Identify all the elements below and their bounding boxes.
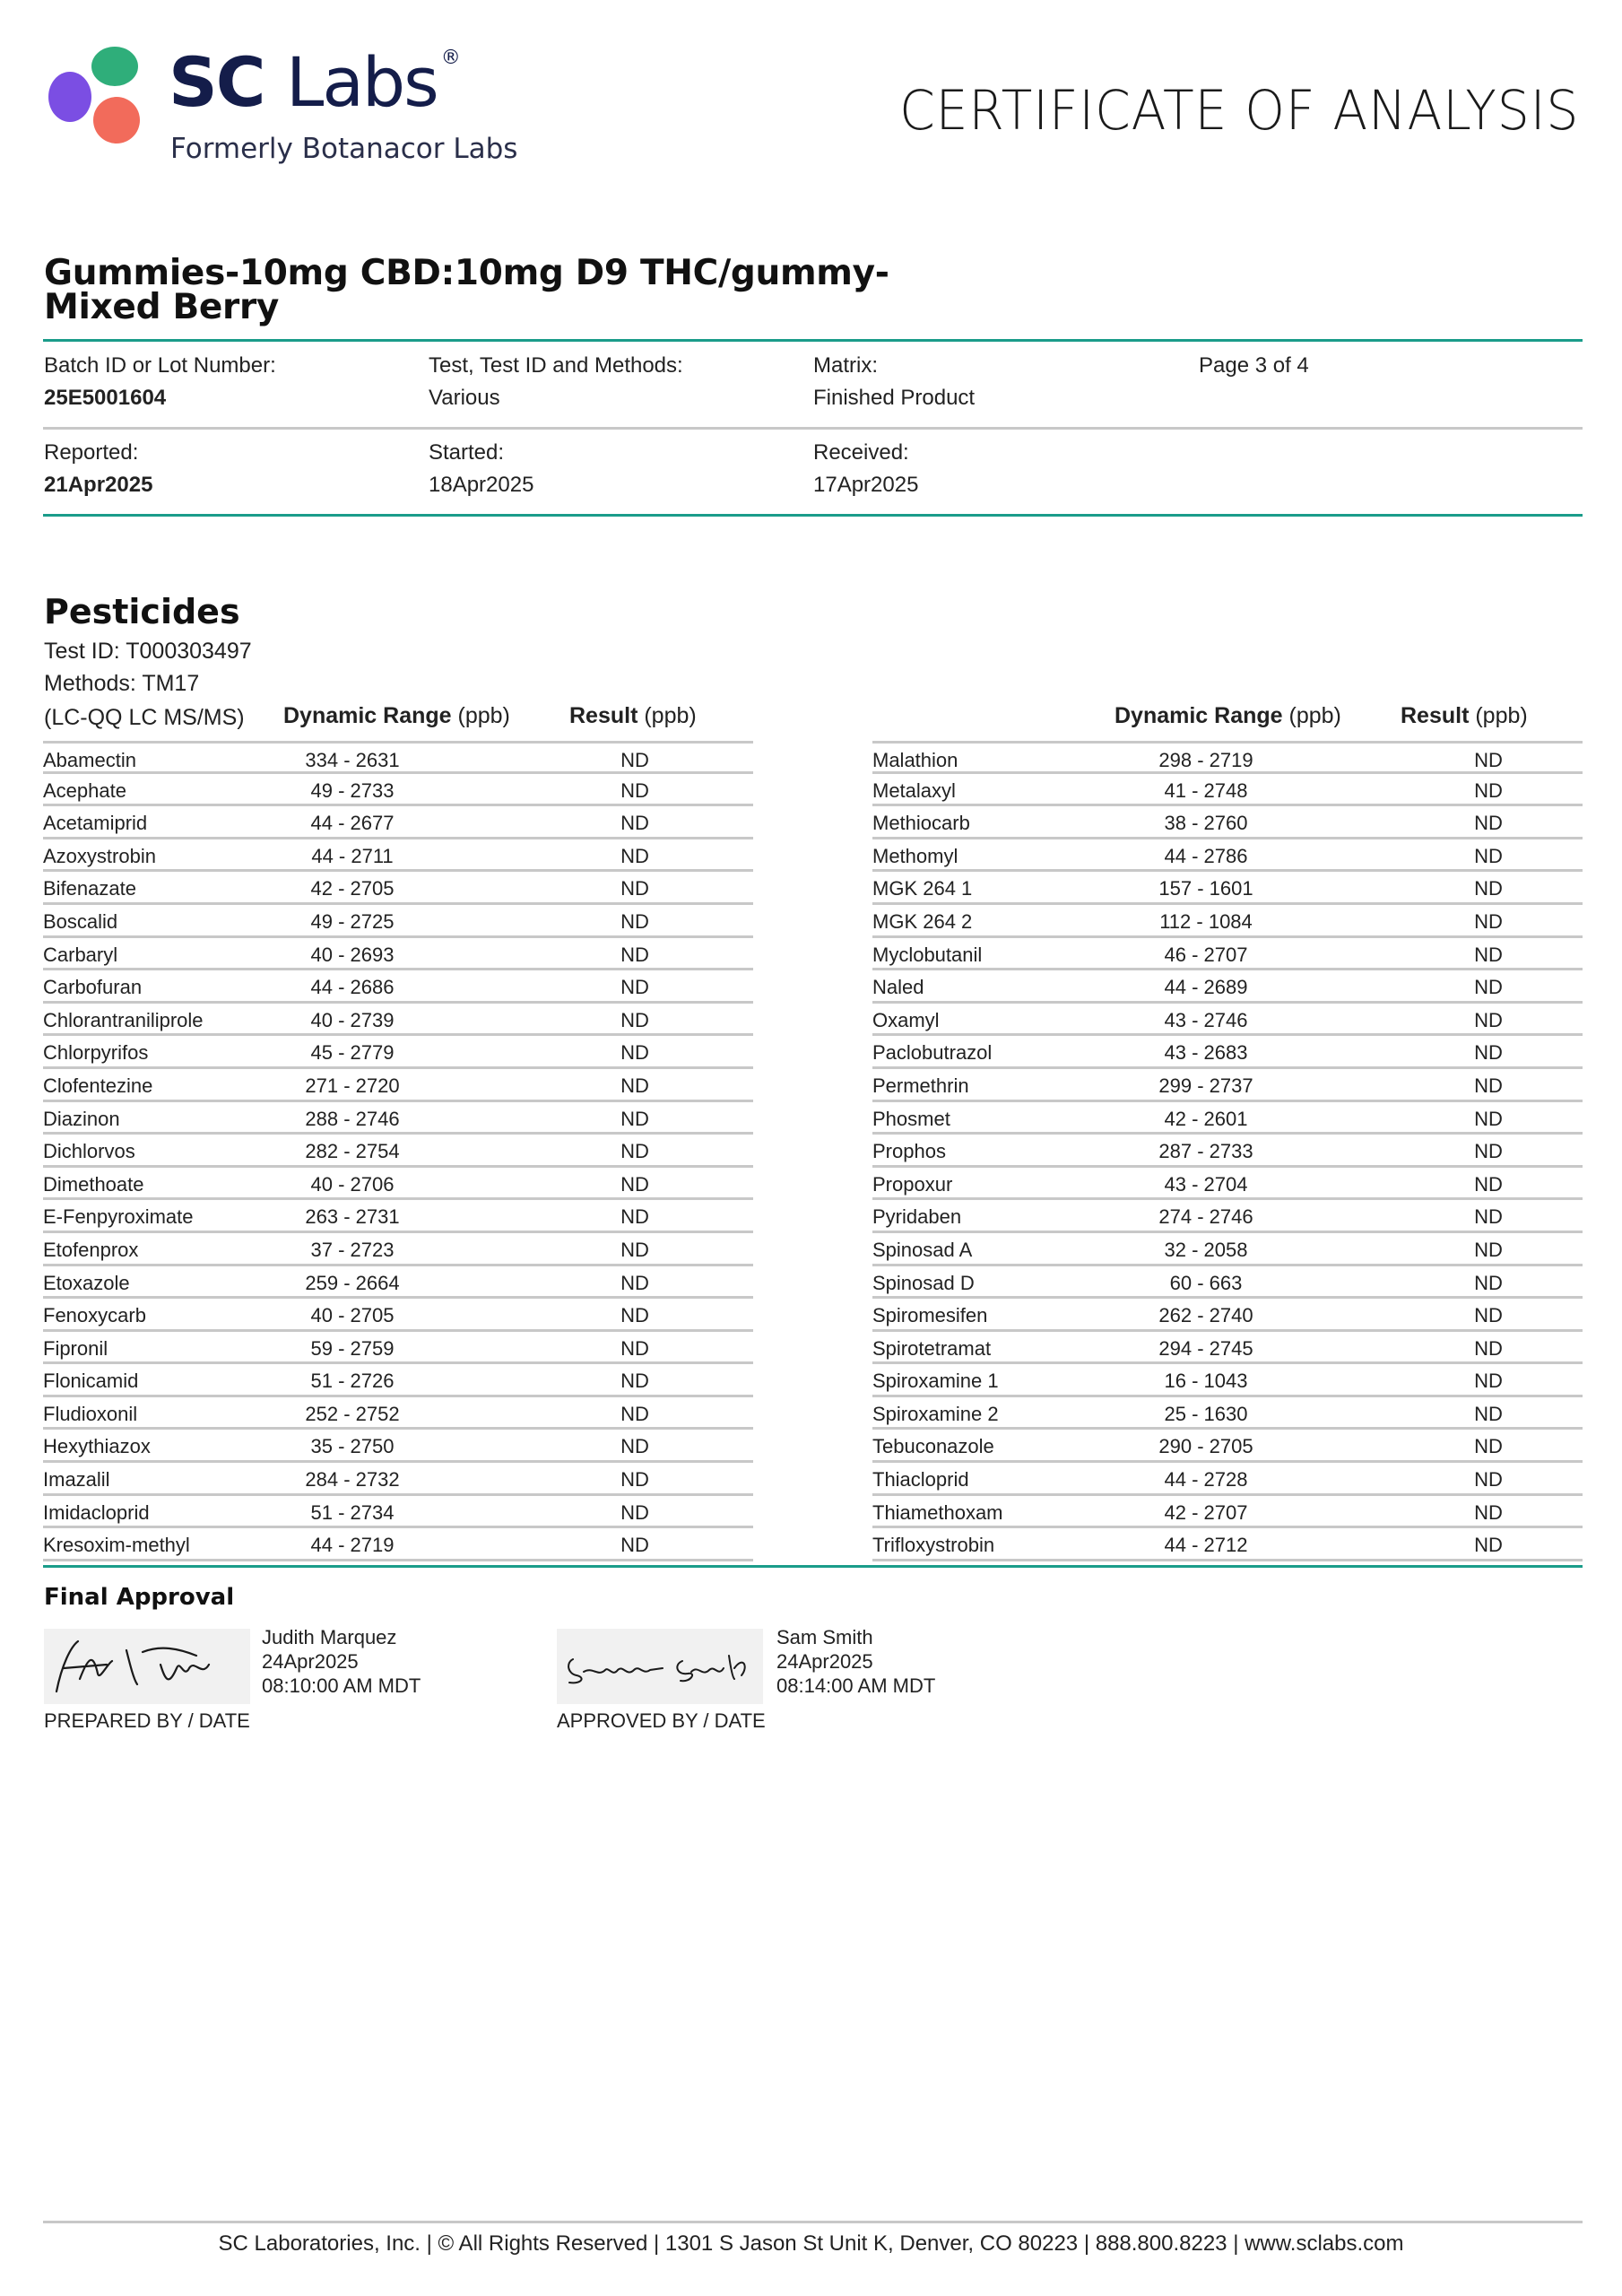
analyte-name: Etofenprox <box>43 1238 139 1261</box>
table-row <box>872 905 1583 938</box>
dynamic-range: 43 - 2746 <box>1164 1008 1248 1031</box>
result-value: ND <box>620 976 649 999</box>
started-info <box>429 437 533 501</box>
table-row <box>872 1528 1583 1561</box>
analyte-name: Chlorpyrifos <box>43 1041 149 1065</box>
matrix-label: Matrix: <box>813 353 878 378</box>
started-label: Started: <box>429 440 505 465</box>
dynamic-range: 38 - 2760 <box>1164 812 1248 835</box>
result-value: ND <box>1474 1468 1503 1492</box>
logo-subtitle: Formerly Botanacor Labs <box>170 133 518 165</box>
result-value: ND <box>620 1140 649 1163</box>
result-value: ND <box>1474 1140 1503 1163</box>
result-value: ND <box>1474 1534 1503 1557</box>
table-row <box>43 1036 753 1069</box>
table-row <box>872 1299 1583 1332</box>
result-value: ND <box>1474 877 1503 900</box>
result-value: ND <box>1474 1074 1503 1097</box>
result-value: ND <box>1474 1041 1503 1065</box>
dynamic-range: 288 - 2746 <box>305 1107 400 1130</box>
pesticides-table-right <box>872 741 1583 1561</box>
received-label: Received: <box>813 440 909 465</box>
table-row <box>43 1332 753 1365</box>
dynamic-range: 44 - 2712 <box>1164 1534 1248 1557</box>
dynamic-range: 40 - 2693 <box>310 943 395 966</box>
table-row <box>43 1266 753 1300</box>
result-value: ND <box>620 1205 649 1229</box>
analyte-name: Paclobutrazol <box>872 1041 993 1065</box>
table-row <box>43 872 753 905</box>
approved-details <box>776 1625 935 1698</box>
footer-divider <box>43 2221 1583 2223</box>
result-value: ND <box>1474 778 1503 802</box>
dynamic-range: 32 - 2058 <box>1164 1238 1248 1261</box>
dynamic-range: 40 - 2706 <box>310 1172 395 1196</box>
analyte-name: Imidacloprid <box>43 1500 150 1524</box>
analyte-name: Oxamyl <box>872 1008 940 1031</box>
result-value: ND <box>620 1534 649 1557</box>
analyte-name: Permethrin <box>872 1074 969 1097</box>
table-row <box>43 741 753 774</box>
result-value: ND <box>620 1370 649 1393</box>
company-logo <box>45 42 518 169</box>
result-value: ND <box>620 1402 649 1425</box>
approved-date: 24Apr2025 <box>776 1650 873 1673</box>
table-row <box>872 1036 1583 1069</box>
analyte-name: Diazinon <box>43 1107 120 1130</box>
result-value: ND <box>620 1304 649 1327</box>
prepared-name: Judith Marquez <box>262 1626 397 1648</box>
table-row <box>43 1364 753 1397</box>
logo-blobs-icon <box>45 43 152 151</box>
dynamic-range: 112 - 1084 <box>1159 909 1253 933</box>
analyte-name: Fludioxonil <box>43 1402 138 1425</box>
analyte-name: Spiroxamine 2 <box>872 1402 999 1425</box>
analyte-name: Trifloxystrobin <box>872 1534 995 1557</box>
table-row <box>872 1463 1583 1496</box>
dynamic-range: 284 - 2732 <box>305 1468 400 1492</box>
test-info <box>429 350 683 414</box>
dynamic-range: 44 - 2786 <box>1164 844 1248 867</box>
analyte-name: E-Fenpyroximate <box>43 1205 194 1229</box>
result-value: ND <box>620 909 649 933</box>
table-bottom-divider <box>43 1565 1583 1568</box>
result-value: ND <box>1474 749 1503 771</box>
result-value: ND <box>620 1500 649 1524</box>
dynamic-range: 44 - 2689 <box>1164 976 1248 999</box>
analyte-name: Naled <box>872 976 924 999</box>
meta-divider <box>43 427 1583 430</box>
analyte-name: Abamectin <box>43 749 136 771</box>
analyte-name: Dichlorvos <box>43 1140 135 1163</box>
analyte-name: Chlorantraniliprole <box>43 1008 204 1031</box>
table-row <box>43 1397 753 1431</box>
table-row <box>43 839 753 873</box>
right-result-header: Result (ppb) <box>1401 703 1528 728</box>
table-row <box>43 1069 753 1102</box>
dynamic-range: 42 - 2705 <box>310 877 395 900</box>
dynamic-range: 44 - 2719 <box>310 1534 395 1557</box>
table-row <box>872 872 1583 905</box>
analyte-name: Spinosad D <box>872 1271 975 1294</box>
dynamic-range: 51 - 2734 <box>310 1500 395 1524</box>
dynamic-range: 49 - 2725 <box>310 909 395 933</box>
result-value: ND <box>620 1172 649 1196</box>
dynamic-range: 25 - 1630 <box>1164 1402 1248 1425</box>
table-row <box>872 1364 1583 1397</box>
analyte-name: Thiacloprid <box>872 1468 969 1492</box>
table-row <box>43 806 753 839</box>
result-value: ND <box>620 1008 649 1031</box>
pesticides-table-left <box>43 741 753 1561</box>
table-row <box>872 1332 1583 1365</box>
table-row <box>872 1266 1583 1300</box>
table-row <box>43 970 753 1004</box>
result-value: ND <box>1474 1238 1503 1261</box>
test-value: Various <box>429 386 500 410</box>
result-value: ND <box>620 778 649 802</box>
table-row <box>872 1168 1583 1201</box>
prepared-date: 24Apr2025 <box>262 1650 359 1673</box>
result-value: ND <box>620 1238 649 1261</box>
dynamic-range: 44 - 2686 <box>310 976 395 999</box>
table-row <box>872 1004 1583 1037</box>
received-value: 17Apr2025 <box>813 473 919 497</box>
result-value: ND <box>620 844 649 867</box>
table-row <box>43 1168 753 1201</box>
dynamic-range: 157 - 1601 <box>1158 877 1253 900</box>
meta-bottom-divider <box>43 514 1583 517</box>
analyte-name: Fipronil <box>43 1336 108 1360</box>
test-label: Test, Test ID and Methods: <box>429 353 683 378</box>
reported-value: 21Apr2025 <box>44 473 153 497</box>
table-row <box>872 741 1583 774</box>
dynamic-range: 299 - 2737 <box>1158 1074 1253 1097</box>
analyte-name: Hexythiazox <box>43 1435 151 1458</box>
result-value: ND <box>620 877 649 900</box>
dynamic-range: 263 - 2731 <box>305 1205 400 1229</box>
result-value: ND <box>620 812 649 835</box>
left-result-header: Result (ppb) <box>569 703 697 728</box>
analyte-name: Phosmet <box>872 1107 950 1130</box>
batch-info <box>44 350 276 414</box>
reported-info <box>44 437 152 501</box>
dynamic-range: 51 - 2726 <box>310 1370 395 1393</box>
result-value: ND <box>1474 812 1503 835</box>
result-value: ND <box>1474 1435 1503 1458</box>
analyte-name: Etoxazole <box>43 1271 130 1294</box>
left-range-header: Dynamic Range (ppb) <box>283 703 510 728</box>
dynamic-range: 259 - 2664 <box>305 1271 400 1294</box>
analyte-name: Methomyl <box>872 844 958 867</box>
analyte-name: Propoxur <box>872 1172 953 1196</box>
dynamic-range: 290 - 2705 <box>1158 1435 1253 1458</box>
table-row <box>43 938 753 971</box>
result-value: ND <box>1474 1304 1503 1327</box>
result-value: ND <box>620 1435 649 1458</box>
dynamic-range: 49 - 2733 <box>310 778 395 802</box>
result-value: ND <box>1474 1205 1503 1229</box>
started-value: 18Apr2025 <box>429 473 534 497</box>
analyte-name: Spiroxamine 1 <box>872 1370 999 1393</box>
table-row <box>43 1135 753 1168</box>
analyte-name: Boscalid <box>43 909 118 933</box>
dynamic-range: 42 - 2707 <box>1164 1500 1248 1524</box>
result-value: ND <box>1474 844 1503 867</box>
dynamic-range: 42 - 2601 <box>1164 1107 1248 1130</box>
dynamic-range: 262 - 2740 <box>1158 1304 1253 1327</box>
title-divider <box>43 339 1583 342</box>
table-row <box>872 1496 1583 1529</box>
table-row <box>872 1200 1583 1233</box>
analyte-name: MGK 264 2 <box>872 909 973 933</box>
result-value: ND <box>1474 909 1503 933</box>
dynamic-range: 274 - 2746 <box>1158 1205 1253 1229</box>
result-value: ND <box>620 1271 649 1294</box>
table-row <box>43 1233 753 1266</box>
table-row <box>872 1135 1583 1168</box>
document-title: CERTIFICATE OF ANALYSIS <box>898 79 1579 143</box>
table-row <box>872 1397 1583 1431</box>
batch-label: Batch ID or Lot Number: <box>44 353 276 378</box>
dynamic-range: 44 - 2728 <box>1164 1468 1248 1492</box>
dynamic-range: 294 - 2745 <box>1158 1336 1253 1360</box>
table-row <box>872 1069 1583 1102</box>
result-value: ND <box>620 1041 649 1065</box>
dynamic-range: 45 - 2779 <box>310 1041 395 1065</box>
analyte-name: Spirotetramat <box>872 1336 992 1360</box>
received-info <box>813 437 918 501</box>
result-value: ND <box>620 943 649 966</box>
table-row <box>872 806 1583 839</box>
dynamic-range: 44 - 2711 <box>311 844 394 867</box>
analyte-name: Flonicamid <box>43 1370 139 1393</box>
result-value: ND <box>620 1107 649 1130</box>
result-value: ND <box>620 1336 649 1360</box>
reported-label: Reported: <box>44 440 139 465</box>
analyte-name: Carbofuran <box>43 976 143 999</box>
result-value: ND <box>1474 1172 1503 1196</box>
matrix-value: Finished Product <box>813 386 976 410</box>
table-row <box>43 905 753 938</box>
table-row <box>43 1496 753 1529</box>
prepared-details <box>262 1625 421 1698</box>
result-value: ND <box>1474 1008 1503 1031</box>
result-value: ND <box>1474 1500 1503 1524</box>
section-title: Pesticides <box>44 592 240 631</box>
approval-title: Final Approval <box>44 1584 235 1611</box>
dynamic-range: 41 - 2748 <box>1164 778 1248 802</box>
analyte-name: Azoxystrobin <box>43 844 156 867</box>
signature-judith-icon <box>44 1629 250 1704</box>
dynamic-range: 16 - 1043 <box>1164 1370 1248 1393</box>
result-value: ND <box>1474 976 1503 999</box>
analyte-name: Spiromesifen <box>872 1304 988 1327</box>
dynamic-range: 46 - 2707 <box>1164 943 1248 966</box>
method-detail: (LC-QQ LC MS/MS) <box>44 705 245 730</box>
analyte-name: Acetamiprid <box>43 812 148 835</box>
result-value: ND <box>1474 1271 1503 1294</box>
methods: Methods: TM17 <box>44 671 200 696</box>
table-row <box>43 1430 753 1463</box>
analyte-name: Imazalil <box>43 1468 110 1492</box>
dynamic-range: 287 - 2733 <box>1158 1140 1253 1163</box>
analyte-name: Kresoxim-methyl <box>43 1534 190 1557</box>
dynamic-range: 334 - 2631 <box>305 749 400 771</box>
result-value: ND <box>1474 943 1503 966</box>
dynamic-range: 44 - 2677 <box>310 812 395 835</box>
dynamic-range: 37 - 2723 <box>310 1238 395 1261</box>
matrix-info <box>813 350 975 414</box>
table-row <box>872 1233 1583 1266</box>
analyte-name: Carbaryl <box>43 943 118 966</box>
dynamic-range: 60 - 663 <box>1169 1271 1243 1294</box>
product-title: Gummies-10mg CBD:10mg D9 THC/gummy-Mixed Berry <box>44 253 889 327</box>
table-row <box>43 1004 753 1037</box>
batch-value: 25E5001604 <box>44 386 167 410</box>
table-row <box>872 1102 1583 1135</box>
analyte-name: Thiamethoxam <box>872 1500 1003 1524</box>
analyte-name: MGK 264 1 <box>872 877 973 900</box>
right-range-header: Dynamic Range (ppb) <box>1115 703 1341 728</box>
result-value: ND <box>1474 1107 1503 1130</box>
result-value: ND <box>620 1468 649 1492</box>
analyte-name: Bifenazate <box>43 877 136 900</box>
table-row <box>872 839 1583 873</box>
dynamic-range: 40 - 2705 <box>310 1304 395 1327</box>
dynamic-range: 40 - 2739 <box>310 1008 395 1031</box>
analyte-name: Tebuconazole <box>872 1435 994 1458</box>
page-number: Page 3 of 4 <box>1199 353 1309 378</box>
approved-signature <box>557 1629 763 1704</box>
analyte-name: Acephate <box>43 778 126 802</box>
dynamic-range: 43 - 2704 <box>1164 1172 1248 1196</box>
analyte-name: Methiocarb <box>872 812 970 835</box>
result-value: ND <box>1474 1336 1503 1360</box>
table-row <box>872 1430 1583 1463</box>
test-id: Test ID: T000303497 <box>44 639 252 664</box>
result-value: ND <box>1474 1370 1503 1393</box>
table-row <box>43 1102 753 1135</box>
analyte-name: Fenoxycarb <box>43 1304 146 1327</box>
dynamic-range: 35 - 2750 <box>310 1435 395 1458</box>
prepared-role: PREPARED BY / DATE <box>44 1709 250 1732</box>
result-value: ND <box>1474 1402 1503 1425</box>
table-row <box>872 938 1583 971</box>
approved-role: APPROVED BY / DATE <box>557 1709 766 1732</box>
table-row <box>43 1463 753 1496</box>
approved-name: Sam Smith <box>776 1626 873 1648</box>
prepared-signature <box>44 1629 250 1704</box>
dynamic-range: 282 - 2754 <box>305 1140 400 1163</box>
approved-time: 08:14:00 AM MDT <box>776 1674 936 1697</box>
dynamic-range: 298 - 2719 <box>1158 749 1253 771</box>
table-row <box>43 1528 753 1561</box>
dynamic-range: 252 - 2752 <box>305 1402 400 1425</box>
footer-text: SC Laboratories, Inc. | © All Rights Reserved | 1301 S Jason St Unit K, Denver, CO 80223 | 888.800.8223 | www.sclabs.com <box>218 2231 1404 2256</box>
dynamic-range: 59 - 2759 <box>310 1336 395 1360</box>
analyte-name: Prophos <box>872 1140 946 1163</box>
result-value: ND <box>620 749 649 771</box>
signature-samantha-icon <box>557 1629 763 1704</box>
prepared-time: 08:10:00 AM MDT <box>262 1674 421 1697</box>
analyte-name: Dimethoate <box>43 1172 144 1196</box>
analyte-name: Spinosad A <box>872 1238 973 1261</box>
analyte-name: Malathion <box>872 749 958 771</box>
table-row <box>872 970 1583 1004</box>
logo-wordmark: SC Labs ® <box>169 42 459 122</box>
table-row <box>43 774 753 807</box>
result-value: ND <box>620 1074 649 1097</box>
analyte-name: Clofentezine <box>43 1074 153 1097</box>
table-row <box>872 774 1583 807</box>
analyte-name: Myclobutanil <box>872 943 983 966</box>
table-row <box>43 1200 753 1233</box>
dynamic-range: 271 - 2720 <box>305 1074 400 1097</box>
dynamic-range: 43 - 2683 <box>1164 1041 1248 1065</box>
analyte-name: Pyridaben <box>872 1205 962 1229</box>
table-row <box>43 1299 753 1332</box>
analyte-name: Metalaxyl <box>872 778 956 802</box>
